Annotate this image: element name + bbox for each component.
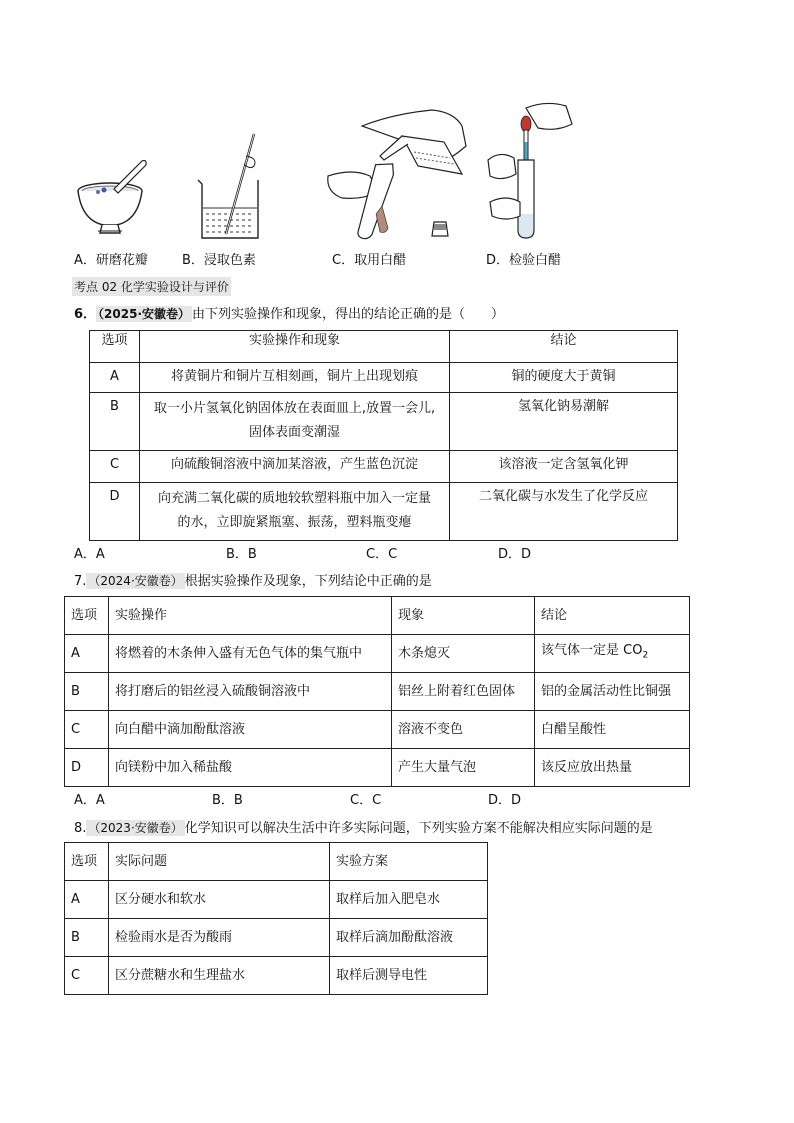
q7-row-a-conclusion-subscript: 2 xyxy=(642,650,649,661)
q7-row-c-option: C xyxy=(65,711,109,749)
q7-source: （2024·安徽卷） xyxy=(88,574,183,588)
q8-row-a-option: A xyxy=(65,881,109,919)
table-row xyxy=(90,393,678,451)
q6-header-conclusion: 结论 xyxy=(450,331,678,363)
q7-row-b-phenomenon: 铝丝上附着红色固体 xyxy=(392,673,535,711)
q8-source: （2023·安徽卷） xyxy=(88,821,183,835)
table-row xyxy=(65,711,690,749)
q7-stem-line xyxy=(74,570,432,589)
image-label-c: C．取用白醋 xyxy=(332,253,407,268)
q7-row-d-phenomenon: 产生大量气泡 xyxy=(392,749,535,787)
q8-stem: 化学知识可以解决生活中许多实际问题，下列实验方案不能解决相应实际问题的是 xyxy=(184,821,653,836)
q7-row-c-conclusion: 白醋呈酸性 xyxy=(535,711,690,749)
table-row xyxy=(90,451,678,483)
q6-header-option: 选项 xyxy=(90,331,140,363)
q7-row-a-option: A xyxy=(65,635,109,673)
q7-row-a-phenomenon: 木条熄灭 xyxy=(392,635,535,673)
q7-row-a-operation: 将燃着的木条伸入盛有无色气体的集气瓶中 xyxy=(109,635,392,673)
table-row xyxy=(65,919,488,957)
q8-row-a-plan: 取样后加入肥皂水 xyxy=(330,881,488,919)
q7-row-b-conclusion: 铝的金属活动性比铜强 xyxy=(535,673,690,711)
q6-choice-d[interactable]: D．D xyxy=(498,547,532,562)
q7-table xyxy=(64,596,690,787)
q6-row-d-operation xyxy=(140,483,450,541)
q8-number: 8. xyxy=(74,821,87,836)
q7-row-d-conclusion: 该反应放出热量 xyxy=(535,749,690,787)
q7-row-d-operation: 向镁粉中加入稀盐酸 xyxy=(109,749,392,787)
q6-row-b-operation-line2: 固体表面变潮湿 xyxy=(248,425,340,440)
table-row xyxy=(90,363,678,393)
q8-row-c-problem: 区分蔗糖水和生理盐水 xyxy=(109,957,330,995)
q7-row-c-operation: 向白醋中滴加酚酞溶液 xyxy=(109,711,392,749)
table-row xyxy=(65,749,690,787)
q8-row-c-option: C xyxy=(65,957,109,995)
q6-row-d-operation-line1: 向充满二氧化碳的质地较软塑料瓶中加入一定量 xyxy=(157,491,431,506)
q7-row-b-option: B xyxy=(65,673,109,711)
table-row xyxy=(65,673,690,711)
pouring-illustration xyxy=(322,106,472,244)
q6-row-b-operation xyxy=(140,393,450,451)
q8-row-a-problem: 区分硬水和软水 xyxy=(109,881,330,919)
q8-row-c-plan: 取样后测导电性 xyxy=(330,957,488,995)
q7-choice-c[interactable]: C．C xyxy=(350,793,382,808)
q7-header-phenomenon: 现象 xyxy=(392,597,535,635)
q7-choice-d[interactable]: D．D xyxy=(488,793,522,808)
table-row xyxy=(65,881,488,919)
q6-row-a-option: A xyxy=(90,363,140,393)
q6-number: 6． xyxy=(74,307,97,322)
table-row xyxy=(65,957,488,995)
q7-number: 7. xyxy=(74,574,87,589)
q7-header-option: 选项 xyxy=(65,597,109,635)
q6-row-a-operation: 将黄铜片和铜片互相刻画，铜片上出现划痕 xyxy=(140,363,450,393)
q6-choice-a[interactable]: A．A xyxy=(74,547,105,562)
mortar-pestle-illustration xyxy=(74,155,164,245)
image-label-d: D．检验白醋 xyxy=(486,253,562,268)
q7-row-a-conclusion-text: 该气体一定是 CO xyxy=(541,643,643,659)
q8-stem-line xyxy=(74,817,653,836)
q8-row-b-problem: 检验雨水是否为酸雨 xyxy=(109,919,330,957)
q7-choice-a[interactable]: A．A xyxy=(74,793,105,808)
q8-header-problem: 实际问题 xyxy=(109,843,330,881)
q6-stem: 由下列实验操作和现象，得出的结论正确的是（ ） xyxy=(192,307,505,322)
q6-header-operation: 实验操作和现象 xyxy=(140,331,450,363)
q6-choice-b[interactable]: B．B xyxy=(226,547,257,562)
q7-header-conclusion: 结论 xyxy=(535,597,690,635)
q6-row-c-option: C xyxy=(90,451,140,483)
image-label-a: A．研磨花瓣 xyxy=(74,253,148,268)
q6-row-d-conclusion: 二氧化碳与水发生了化学反应 xyxy=(450,483,678,541)
q8-header-option: 选项 xyxy=(65,843,109,881)
beaker-illustration xyxy=(192,128,272,243)
q6-source: （2025·安徽卷） xyxy=(98,307,191,321)
q8-row-b-option: B xyxy=(65,919,109,957)
q6-stem-line xyxy=(74,303,504,322)
q6-row-c-operation: 向硫酸铜溶液中滴加某溶液，产生蓝色沉淀 xyxy=(140,451,450,483)
q6-table xyxy=(89,330,678,541)
q7-row-b-operation: 将打磨后的铝丝浸入硫酸铜溶液中 xyxy=(109,673,392,711)
q7-stem: 根据实验操作及现象，下列结论中正确的是 xyxy=(184,574,432,589)
q6-row-d-operation-line2: 的水，立即旋紧瓶塞、振荡，塑料瓶变瘪 xyxy=(177,515,412,530)
q8-header-plan: 实验方案 xyxy=(330,843,488,881)
q6-row-a-conclusion: 铜的硬度大于黄铜 xyxy=(450,363,678,393)
q7-row-c-phenomenon: 溶液不变色 xyxy=(392,711,535,749)
section-header: 考点 02 化学实验设计与评价 xyxy=(72,277,231,296)
image-label-b: B．浸取色素 xyxy=(182,253,256,268)
q7-choice-b[interactable]: B．B xyxy=(212,793,243,808)
table-row xyxy=(65,635,690,673)
q8-table xyxy=(64,842,488,995)
q6-row-d-option: D xyxy=(90,483,140,541)
q7-header-operation: 实验操作 xyxy=(109,597,392,635)
q7-row-d-option: D xyxy=(65,749,109,787)
q8-row-b-plan: 取样后滴加酚酞溶液 xyxy=(330,919,488,957)
q6-row-b-conclusion: 氢氧化钠易潮解 xyxy=(450,393,678,451)
table-row xyxy=(90,483,678,541)
q6-choice-c[interactable]: C．C xyxy=(366,547,398,562)
q6-row-b-operation-line1: 取一小片氢氧化钠固体放在表面皿上,放置一会儿, xyxy=(153,401,436,416)
q7-row-a-conclusion xyxy=(535,635,690,673)
q6-row-b-option: B xyxy=(90,393,140,451)
dropper-illustration xyxy=(486,98,576,244)
q6-row-c-conclusion: 该溶液一定含氢氧化钾 xyxy=(450,451,678,483)
